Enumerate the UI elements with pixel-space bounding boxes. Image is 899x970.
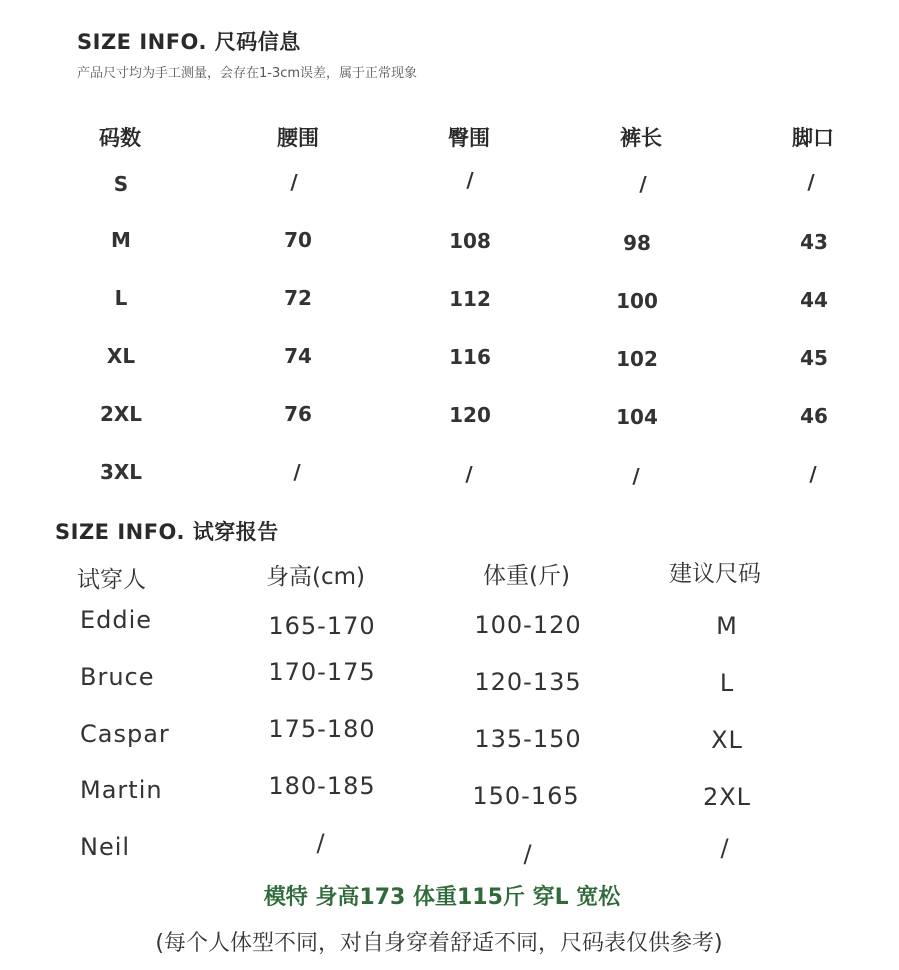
cell-size: S: [113, 172, 129, 196]
cell-size: M: [111, 228, 131, 252]
cell-tester: Caspar: [80, 720, 170, 748]
cell-size: 2XL: [702, 783, 752, 811]
cell-hip: /: [465, 462, 473, 486]
cell-tester: Eddie: [80, 606, 153, 634]
cell-height: 170-175: [268, 658, 376, 686]
cell-size: 3XL: [99, 460, 143, 484]
cell-hip: 112: [449, 287, 491, 311]
cell-hem: 46: [800, 404, 828, 428]
cell-size: L: [719, 669, 735, 697]
cell-tester: Martin: [80, 776, 163, 804]
cell-hip: 108: [449, 229, 491, 253]
cell-waist: 76: [284, 402, 312, 426]
cell-size: M: [716, 612, 738, 640]
cell-height: 175-180: [268, 715, 376, 743]
cell-length: /: [639, 172, 647, 196]
cell-size: /: [720, 834, 730, 862]
cell-waist: /: [290, 170, 298, 194]
cell-waist: 70: [284, 228, 312, 252]
cell-weight: 135-150: [474, 725, 582, 753]
cell-length: 102: [616, 347, 658, 371]
size-chart-title: SIZE INFO. 尺码信息: [77, 30, 301, 54]
model-info: 模特 身高173 体重115斤 穿L 宽松: [263, 885, 621, 910]
cell-length: 100: [616, 289, 658, 313]
cell-hip: 120: [449, 403, 491, 427]
cell-length: /: [632, 464, 640, 488]
tryon-report-title: SIZE INFO. 试穿报告: [55, 520, 279, 544]
cell-tester: Bruce: [80, 663, 155, 691]
cell-hem: 44: [800, 288, 828, 312]
cell-hip: /: [466, 168, 474, 192]
cell-size: 2XL: [99, 402, 143, 426]
cell-size: L: [114, 286, 128, 310]
cell-height: /: [316, 829, 326, 857]
cell-waist: /: [293, 460, 301, 484]
cell-tester: Neil: [80, 833, 131, 861]
cell-weight: 120-135: [474, 668, 582, 696]
header-weight: 体重(斤): [483, 563, 570, 589]
cell-waist: 72: [284, 286, 312, 310]
header-hem: 脚口: [792, 126, 834, 150]
cell-hip: 116: [449, 345, 491, 369]
header-tester: 试穿人: [77, 567, 146, 593]
cell-hem: /: [809, 462, 817, 486]
header-waist: 腰围: [277, 126, 319, 150]
measurement-note: 产品尺寸均为手工测量，会存在1-3cm误差，属于正常现象: [77, 66, 418, 81]
cell-hem: 43: [800, 230, 828, 254]
cell-weight: /: [523, 840, 533, 868]
disclaimer: (每个人体型不同，对自身穿着舒适不同，尺码表仅供参考): [155, 931, 723, 956]
cell-waist: 74: [284, 344, 312, 368]
cell-length: 98: [623, 231, 651, 255]
header-suggested-size: 建议尺码: [669, 561, 761, 587]
cell-weight: 150-165: [472, 782, 580, 810]
cell-length: 104: [616, 405, 658, 429]
header-length: 裤长: [620, 126, 662, 150]
header-size: 码数: [99, 126, 141, 150]
header-height: 身高(cm): [266, 564, 365, 590]
cell-height: 165-170: [268, 612, 376, 640]
cell-hem: /: [807, 170, 815, 194]
cell-height: 180-185: [268, 772, 376, 800]
cell-hem: 45: [800, 346, 828, 370]
cell-weight: 100-120: [474, 611, 582, 639]
header-hip: 臀围: [448, 126, 490, 150]
cell-size: XL: [106, 344, 136, 368]
cell-size: XL: [711, 726, 743, 754]
